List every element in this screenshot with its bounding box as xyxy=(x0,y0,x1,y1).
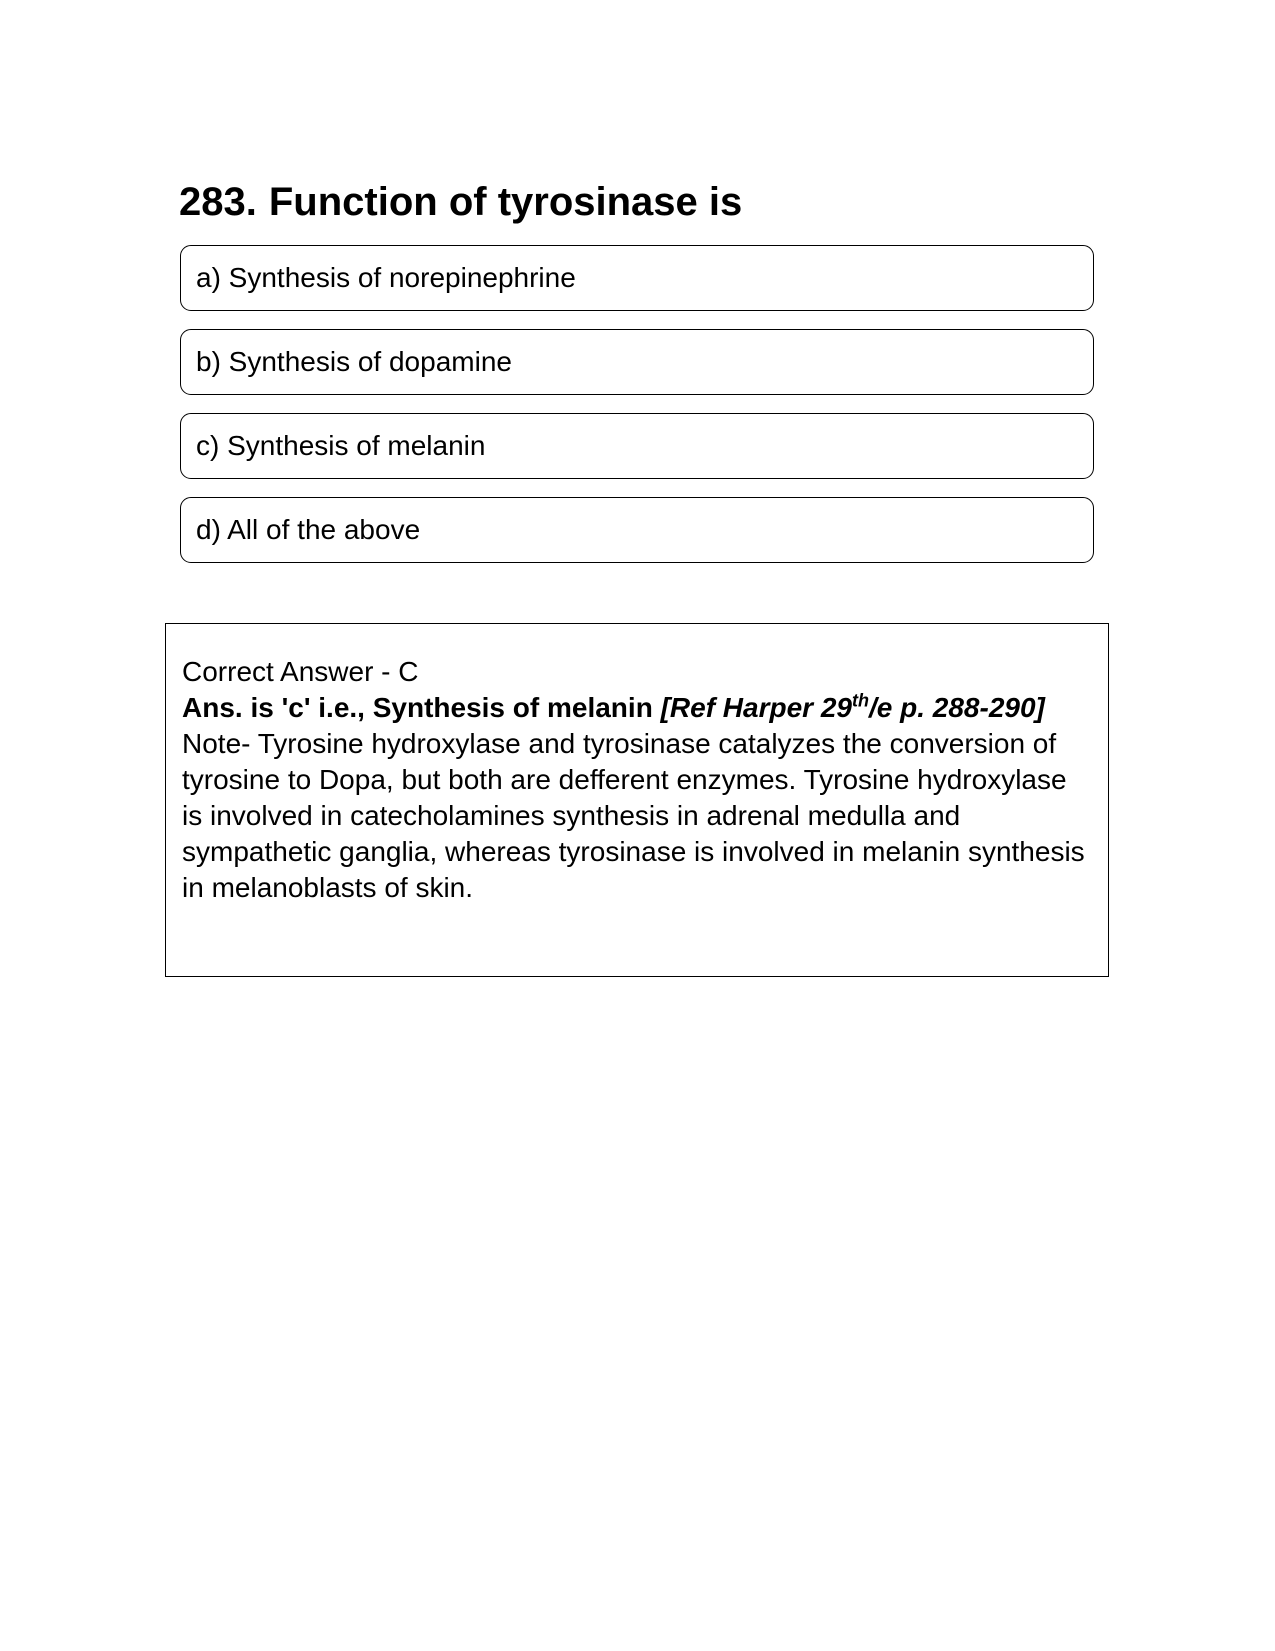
question-number: 283. xyxy=(179,180,257,224)
reference-end: /e p. 288-290] xyxy=(868,692,1045,723)
reference xyxy=(661,692,1045,723)
answer-explanation-box xyxy=(165,623,1109,977)
reference-superscript: th xyxy=(851,690,869,711)
answer-statement xyxy=(182,690,1093,726)
correct-answer-line: Correct Answer - C xyxy=(182,656,419,687)
question-text: Function of tyrosinase is xyxy=(268,180,743,224)
option-d[interactable]: d) All of the above xyxy=(180,497,1094,563)
answer-text: Ans. is 'c' i.e., Synthesis of melanin xyxy=(182,692,661,723)
option-a[interactable]: a) Synthesis of norepinephrine xyxy=(180,245,1094,311)
answer-note: Note- Tyrosine hydroxylase and tyrosinase catalyzes the conversion of tyrosine to Dopa, but both are defferent enzymes. Tyrosine hydroxylase is involved in catecholamines synthesis in adrenal medulla and sympathetic ganglia, whereas tyrosinase is involved in melanin synthesis in melanoblasts of skin. xyxy=(182,728,1085,903)
question-title xyxy=(179,178,742,226)
option-c[interactable]: c) Synthesis of melanin xyxy=(180,413,1094,479)
option-b[interactable]: b) Synthesis of dopamine xyxy=(180,329,1094,395)
reference-start: [Ref Harper 29 xyxy=(660,692,852,723)
